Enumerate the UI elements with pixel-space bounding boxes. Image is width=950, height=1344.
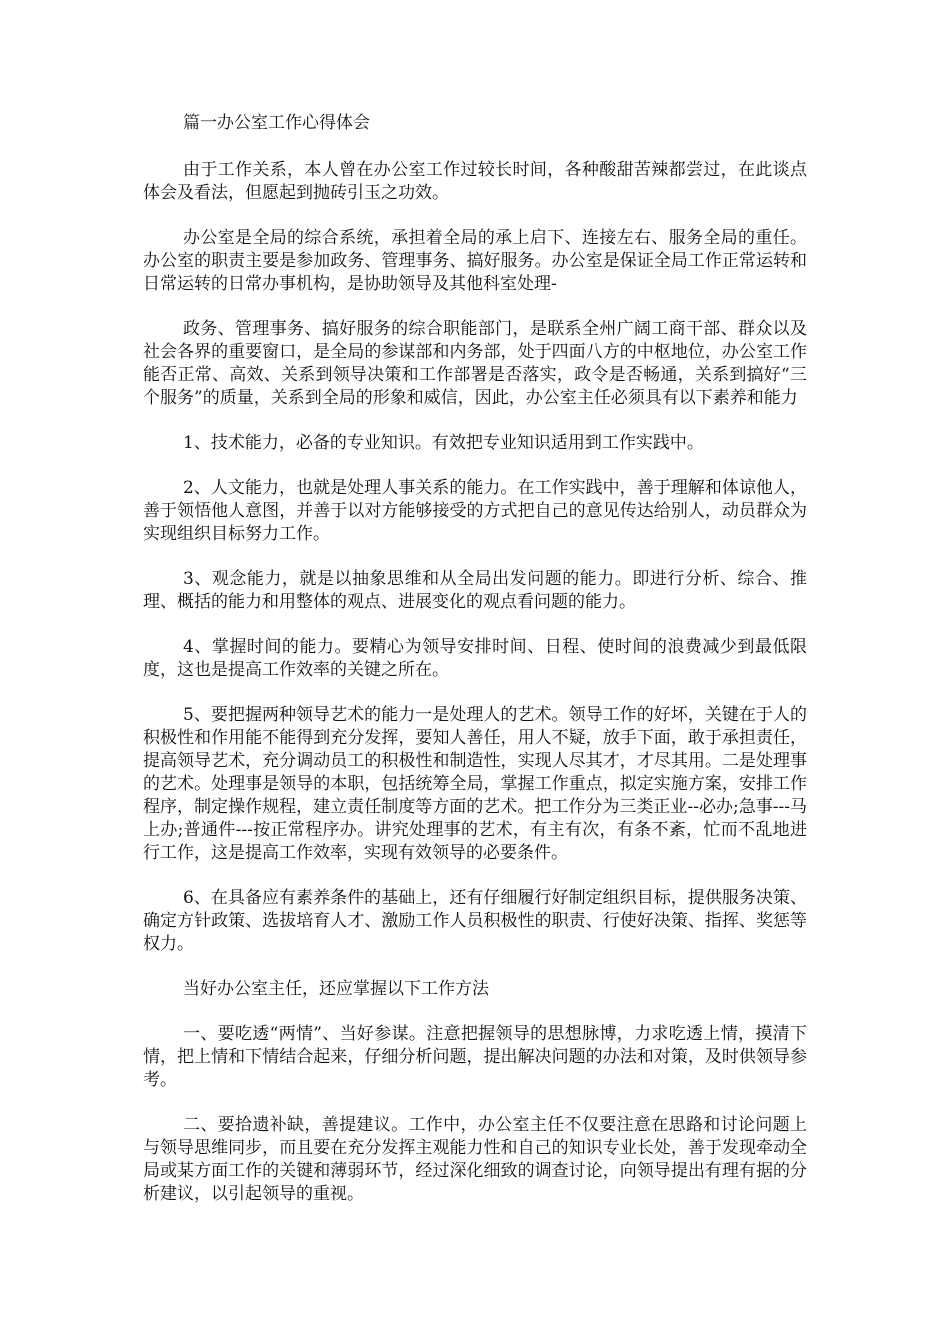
paragraph-ability-6: 6、在具备应有素养条件的基础上，还有仔细履行好制定组织目标，提供服务决策、确定方针政策、选拔培育人才、激励工作人员积极性的职责、行使好决策、指挥、奖惩等权力。 xyxy=(143,888,807,954)
paragraph-ability-1: 1、技术能力，必备的专业知识。有效把专业知识适用到工作实践中。 xyxy=(183,433,704,453)
document-title: 篇一办公室工作心得体会 xyxy=(183,113,370,133)
paragraph-methods-heading: 当好办公室主任，还应掌握以下工作方法 xyxy=(183,979,489,999)
document-page xyxy=(143,112,807,1228)
paragraph-office-functions: 政务、管理事务、搞好服务的综合职能部门，是联系全州广阔工商干部、群众以及社会各界的重要窗口，是全局的参谋部和内务部，处于四面八方的中枢地位，办公室工作能否正常、高效、关系到领导决策和工作部署是否落实，政令是否畅通，关系到搞好“三个服务”的质量，关系到全局的形象和威信，因此，办公室主任必须具有以下素养和能力 xyxy=(143,319,807,408)
paragraph-method-1: 一、要吃透“两情”、当好参谋。注意把握领导的思想脉博，力求吃透上情，摸清下情，把上情和下情结合起来，仔细分析问题，提出解决问题的办法和对策，及时供领导参考。 xyxy=(143,1024,807,1090)
paragraph-method-2: 二、要拾遗补缺，善提建议。工作中，办公室主任不仅要注意在思路和讨论问题上与领导思维同步，而且要在充分发挥主观能力性和自己的知识专业长处，善于发现牵动全局或某方面工作的关键和薄弱环节，经过深化细致的调查讨论，向领导提出有理有据的分析建议，以引起领导的重视。 xyxy=(143,1115,807,1204)
paragraph-intro: 由于工作关系，本人曾在办公室工作过较长时间，各种酸甜苦辣都尝过，在此谈点体会及看法，但愿起到抛砖引玉之功效。 xyxy=(143,160,807,203)
paragraph-ability-3: 3、观念能力，就是以抽象思维和从全局出发问题的能力。即进行分析、综合、推理、概括的能力和用整体的观点、进展变化的观点看问题的能力。 xyxy=(143,569,807,612)
paragraph-office-role: 办公室是全局的综合系统，承担着全局的承上启下、连接左右、服务全局的重任。办公室的职责主要是参加政务、管理事务、搞好服务。办公室是保证全局工作正常运转和日常运转的日常办事机构，是协助领导及其他科室处理- xyxy=(143,228,807,294)
paragraph-ability-2: 2、人文能力，也就是处理人事关系的能力。在工作实践中，善于理解和体谅他人，善于领悟他人意图，并善于以对方能够接受的方式把自己的意见传达给别人，动员群众为实现组织目标努力工作。 xyxy=(143,478,807,544)
paragraph-ability-4: 4、掌握时间的能力。要精心为领导安排时间、日程、使时间的浪费减少到最低限度，这也是提高工作效率的关键之所在。 xyxy=(143,637,807,680)
paragraph-ability-5: 5、要把握两种领导艺术的能力一是处理人的艺术。领导工作的好坏，关键在于人的积极性和作用能不能得到充分发挥，要知人善任，用人不疑，放手下面，敢于承担责任，提高领导艺术，充分调动员工的积极性和制造性，实现人尽其才，才尽其用。二是处理事的艺术。处理事是领导的本职，包括统筹全局，掌握工作重点，拟定实施方案，安排工作程序，制定操作规程，建立责任制度等方面的艺术。把工作分为三类正业--必办;急事---马上办;普通件---按正常程序办。讲究处理事的艺术，有主有次，有条不紊，忙而不乱地进行工作，这是提高工作效率，实现有效领导的必要条件。 xyxy=(143,705,807,863)
